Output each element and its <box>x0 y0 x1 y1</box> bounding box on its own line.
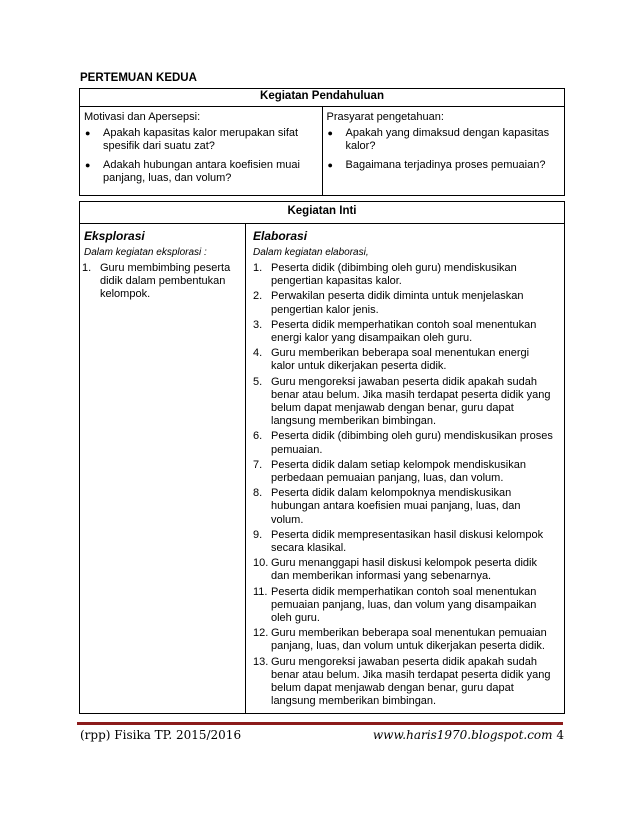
list-item: 10. Guru menanggapi hasil diskusi kelompok peserta didik dan memberikan informasi yang sebenarnya. <box>253 557 537 583</box>
list-item: ● Apakah yang dimaksud dengan kapasitas kalor? <box>327 127 561 153</box>
list-item: 4. Guru memberikan beberapa soal menentukan energi kalor untuk dikerjakan peserta didik. <box>253 347 530 373</box>
footer-document-label: (rpp) Fisika TP. 2015/2016 <box>80 728 242 742</box>
list-item: 1. Guru membimbing peserta didik dalam pembentukan kelompok. <box>82 262 231 301</box>
footer-url: www.haris1970.blogspot.com <box>372 728 553 742</box>
list-item: 5. Guru mengoreksi jawaban peserta didik apakah sudah benar atau belum. Jika masih terdapat peserta didik yang belum dapat menjawab dengan benar, guru dapat langsung memberikan bimbingan. <box>253 375 551 428</box>
page-heading: PERTEMUAN KEDUA <box>80 72 197 84</box>
eksplorasi-title: Eksplorasi <box>84 229 145 243</box>
list-item: 13. Guru mengoreksi jawaban peserta didik apakah sudah benar atau belum. Jika masih terdapat peserta didik yang belum dapat menjawab dengan benar, guru dapat langsung memberikan bimbingan. <box>253 655 551 708</box>
list-item: 9. Peserta didik mempresentasikan hasil diskusi kelompok secara klasikal. <box>253 528 544 555</box>
footer-divider <box>77 722 563 725</box>
inti-table <box>79 201 565 714</box>
motivasi-cell <box>80 107 323 196</box>
elaborasi-cell <box>246 224 565 714</box>
list-item: 1. Peserta didik (dibimbing oleh guru) mendiskusikan pengertian kapasitas kalor. <box>253 262 517 288</box>
prasyarat-label: Prasyarat pengetahuan: <box>326 111 444 123</box>
list-item: 7. Peserta didik dalam setiap kelompok mendiskusikan perbedaan pemuaian panjang, luas, dan volum. <box>253 458 526 485</box>
list-item: ● Adakah hubungan antara koefisien muai panjang, luas, dan volum? <box>84 159 318 185</box>
list-item: ● Apakah kapasitas kalor merupakan sifat spesifik dari suatu zat? <box>84 127 318 153</box>
prasyarat-cell <box>322 107 565 196</box>
elaborasi-title: Elaborasi <box>253 229 308 243</box>
list-item: ● Bagaimana terjadinya proses pemuaian? <box>327 159 561 172</box>
list-item: 12. Guru memberikan beberapa soal menentukan pemuaian panjang, luas, dan volum untuk dikerjakan peserta didik. <box>253 627 547 653</box>
footer-page-info <box>373 728 564 742</box>
eksplorasi-list <box>82 262 242 302</box>
list-item: 6. Peserta didik (dibimbing oleh guru) mendiskusikan proses pemuaian. <box>253 430 553 456</box>
elaborasi-subtitle: Dalam kegiatan elaborasi, <box>253 247 369 258</box>
list-item: 3. Peserta didik memperhatikan contoh soal menentukan energi kalor yang disampaikan oleh guru. <box>253 318 537 345</box>
eksplorasi-cell <box>80 224 246 714</box>
list-item: 8. Peserta didik dalam kelompoknya mendiskusikan hubungan antara koefisien muai panjang, luas, dan volum. <box>253 487 521 526</box>
prasyarat-list <box>327 127 561 172</box>
motivasi-label: Motivasi dan Apersepsi: <box>84 111 201 123</box>
inti-title: Kegiatan Inti <box>80 202 565 224</box>
list-item: 2. Perwakilan peserta didik diminta untuk menjelaskan pengertian kalor jenis. <box>253 290 524 316</box>
elaborasi-list <box>253 262 554 709</box>
list-item: 11. Peserta didik memperhatikan contoh soal menentukan pemuaian panjang, luas, dan volum yang disampaikan oleh guru. <box>253 585 537 625</box>
pendahuluan-table <box>79 88 565 196</box>
eksplorasi-subtitle: Dalam kegiatan eksplorasi : <box>84 247 207 258</box>
page-number: 4 <box>556 728 564 742</box>
pendahuluan-title: Kegiatan Pendahuluan <box>80 89 565 107</box>
motivasi-list <box>84 127 318 185</box>
